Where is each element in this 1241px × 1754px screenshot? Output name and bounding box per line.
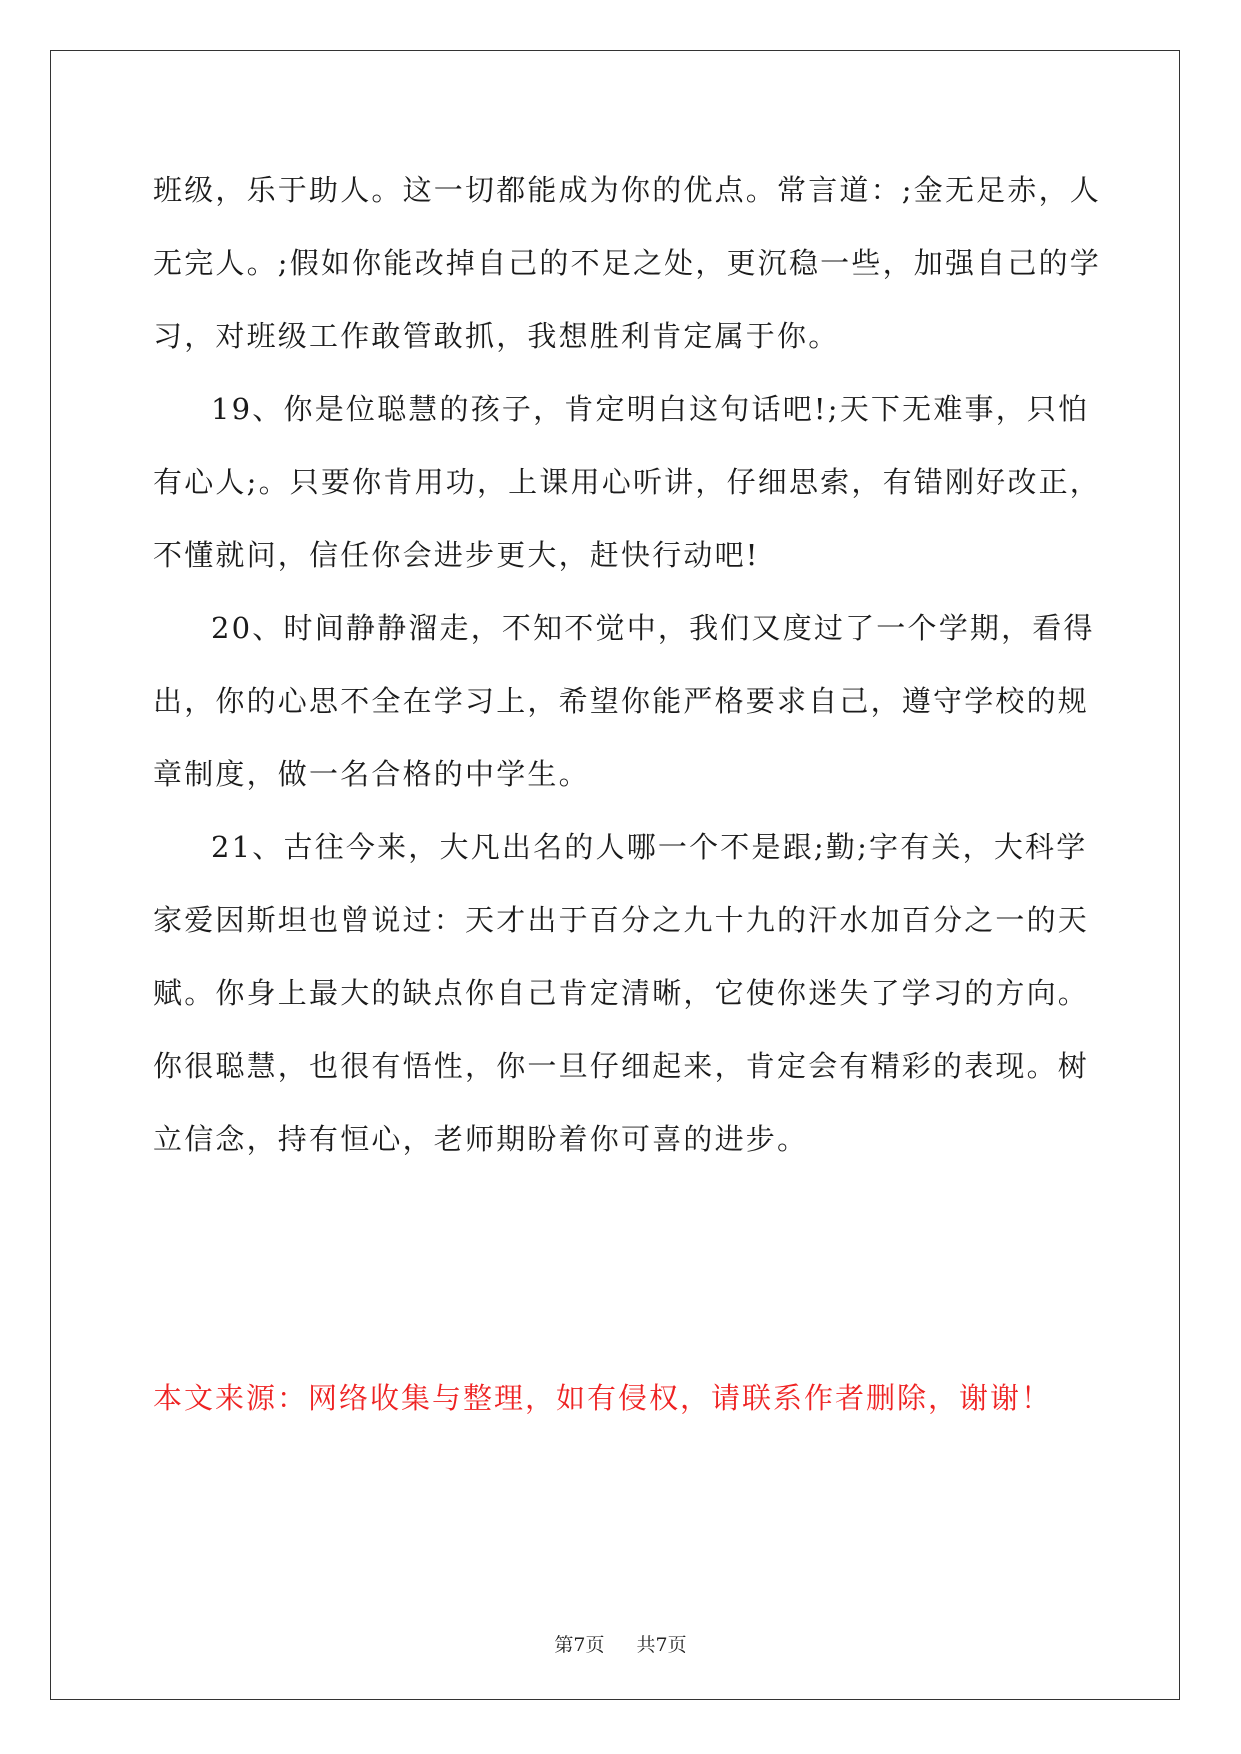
paragraph-line: 立信念，持有恒心，老师期盼着你可喜的进步。 (153, 1122, 809, 1156)
paragraph-line: 家爱因斯坦也曾说过：天才出于百分之九十九的汗水加百分之一的天 (153, 903, 1090, 937)
paragraph-line: 班级，乐于助人。这一切都能成为你的优点。常言道：;金无足赤，人 (153, 173, 1101, 207)
paragraph-line: 有心人;。只要你肯用功，上课用心听讲，仔细思索，有错刚好改正， (153, 465, 1101, 499)
paragraph-line: 章制度，做一名合格的中学生。 (153, 757, 590, 791)
page-total: 共7页 (636, 1634, 687, 1656)
paragraph-line: 无完人。;假如你能改掉自己的不足之处，更沉稳一些，加强自己的学 (153, 246, 1101, 280)
paragraph-line: 21、古往今来，大凡出名的人哪一个不是跟;勤;字有关，大科学 (211, 830, 1088, 864)
paragraph-line: 20、时间静静溜走，不知不觉中，我们又度过了一个学期，看得 (211, 611, 1095, 645)
paragraph-line: 习，对班级工作敢管敢抓，我想胜利肯定属于你。 (153, 319, 840, 353)
paragraph-line: 赋。你身上最大的缺点你自己肯定清晰，它使你迷失了学习的方向。 (153, 976, 1090, 1010)
paragraph-line: 19、你是位聪慧的孩子，肯定明白这句话吧!;天下无难事，只怕 (211, 392, 1090, 426)
paragraph-line: 你很聪慧，也很有悟性，你一旦仔细起来，肯定会有精彩的表现。树 (153, 1049, 1090, 1083)
paragraph-line: 不懂就问，信任你会进步更大，赶快行动吧! (153, 538, 760, 572)
source-note: 本文来源：网络收集与整理，如有侵权，请联系作者删除，谢谢！ (153, 1381, 1053, 1415)
page-number: 第7页 (554, 1634, 605, 1656)
page-footer (0, 1630, 1241, 1657)
paragraph-line: 出，你的心思不全在学习上，希望你能严格要求自己，遵守学校的规 (153, 684, 1090, 718)
